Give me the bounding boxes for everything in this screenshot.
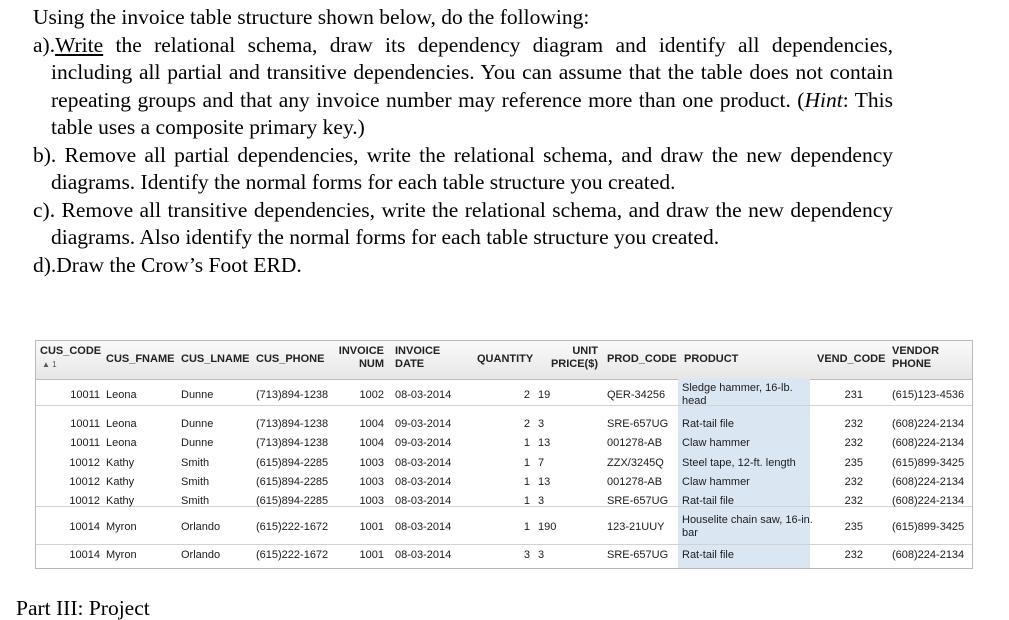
table-row[interactable] xyxy=(36,457,972,471)
cell-date: 08-03-2014 xyxy=(395,476,452,488)
cell-inv: 1001 xyxy=(359,521,384,533)
cell-price: 13 xyxy=(538,437,551,449)
cell-prod-code: 001278-AB xyxy=(607,437,663,449)
header-cus-code[interactable]: CUS_CODE xyxy=(40,345,102,357)
cell-lname: Smith xyxy=(181,495,210,507)
cell-price: 7 xyxy=(538,457,545,469)
header-cus-lname[interactable]: CUS_LNAME xyxy=(181,353,250,365)
cell-vphone: (608)224-2134 xyxy=(892,437,965,449)
cell-cus-code: 10014 xyxy=(69,521,100,533)
cell-qty: 1 xyxy=(523,521,530,533)
cell-prod-code: 001278-AB xyxy=(607,476,663,488)
cell-qty: 3 xyxy=(523,549,530,561)
cell-product xyxy=(682,549,734,562)
header-product[interactable]: PRODUCT xyxy=(684,353,739,365)
cell-vend: 232 xyxy=(844,549,863,561)
header-unit-price-line1: UNIT xyxy=(572,345,598,357)
item-a-underlined: Write xyxy=(55,32,104,57)
header-invoice-date[interactable] xyxy=(395,345,440,371)
cell-inv: 1004 xyxy=(359,437,384,449)
cell-phone: (615)894-2285 xyxy=(256,476,329,488)
cell-fname: Leona xyxy=(106,389,137,401)
cell-phone: (615)894-2285 xyxy=(256,495,329,507)
cell-cus-code: 10012 xyxy=(69,495,100,507)
cell-vend: 232 xyxy=(844,418,863,430)
cell-product-line1: Claw hammer xyxy=(682,476,750,488)
cell-date: 08-03-2014 xyxy=(395,521,452,533)
cell-cus-code: 10014 xyxy=(69,549,100,561)
item-a-prefix: a). xyxy=(33,32,56,57)
header-invoice-date-line1: INVOICE xyxy=(395,345,441,357)
cell-lname: Dunne xyxy=(181,418,214,430)
cell-fname: Leona xyxy=(106,437,137,449)
cell-phone: (615)222-1672 xyxy=(256,521,329,533)
cell-qty: 1 xyxy=(523,457,530,469)
intro-paragraph: Using the invoice table structure shown below, do the following: xyxy=(33,5,590,29)
item-a-hint-text: : This table uses a composite primary key.) xyxy=(51,87,893,139)
header-invoice-num[interactable] xyxy=(336,345,384,371)
cell-prod-code: QER-34256 xyxy=(607,389,666,401)
cell-cus-code: 10011 xyxy=(70,437,100,449)
header-unit-price[interactable] xyxy=(536,345,598,371)
item-a-hint-label: Hint xyxy=(804,87,843,112)
cell-qty: 2 xyxy=(523,389,530,401)
cell-inv: 1003 xyxy=(359,476,384,488)
header-cus-phone[interactable]: CUS_PHONE xyxy=(256,353,325,365)
cell-product xyxy=(682,382,793,408)
cell-price: 3 xyxy=(538,549,545,561)
cell-vphone: (608)224-2134 xyxy=(892,418,965,430)
cell-qty: 1 xyxy=(523,476,530,488)
row-separator xyxy=(36,544,972,545)
cell-prod-code: SRE-657UG xyxy=(607,418,669,430)
cell-lname: Orlando xyxy=(181,549,221,561)
cell-product-line1: Rat-tail file xyxy=(682,418,734,430)
cell-prod-code: 123-21UUY xyxy=(607,521,665,533)
cell-date: 08-03-2014 xyxy=(395,457,452,469)
cell-inv: 1003 xyxy=(359,457,384,469)
cell-product xyxy=(682,437,750,450)
cell-product-line2: bar xyxy=(682,527,698,539)
cell-phone: (615)222-1672 xyxy=(256,549,329,561)
cell-vend: 235 xyxy=(844,521,863,533)
cell-prod-code: SRE-657UG xyxy=(607,495,669,507)
cell-lname: Smith xyxy=(181,476,210,488)
cell-product xyxy=(682,457,796,470)
cell-price: 3 xyxy=(538,418,545,430)
cell-date: 08-03-2014 xyxy=(395,389,452,401)
cell-vend: 232 xyxy=(844,476,863,488)
cell-phone: (615)894-2285 xyxy=(256,457,329,469)
cell-product-line1: Steel tape, 12-ft. length xyxy=(682,457,796,469)
header-quantity[interactable]: QUANTITY xyxy=(477,353,534,365)
cell-lname: Orlando xyxy=(181,521,221,533)
table-row[interactable] xyxy=(36,514,972,538)
cell-phone: (713)894-1238 xyxy=(256,437,329,449)
item-a xyxy=(33,32,893,142)
cell-inv: 1001 xyxy=(359,549,384,561)
cell-product-line1: Houselite chain saw, 16-in. xyxy=(682,514,813,526)
cell-fname: Leona xyxy=(106,418,137,430)
footer-fragment-text: Part III: Project xyxy=(16,596,150,620)
cell-vphone: (608)224-2134 xyxy=(892,476,965,488)
cell-qty: 2 xyxy=(523,418,530,430)
cell-price: 190 xyxy=(538,521,557,533)
cell-qty: 1 xyxy=(523,437,530,449)
cell-cus-code: 10012 xyxy=(69,476,100,488)
cell-vend: 232 xyxy=(844,437,863,449)
cell-prod-code: SRE-657UG xyxy=(607,549,669,561)
cell-date: 09-03-2014 xyxy=(395,437,452,449)
cell-inv: 1002 xyxy=(359,389,384,401)
table-row[interactable] xyxy=(36,495,972,509)
cell-vend: 232 xyxy=(844,495,863,507)
cell-vphone: (608)224-2134 xyxy=(892,495,965,507)
cell-date: 08-03-2014 xyxy=(395,549,452,561)
cell-cus-code: 10012 xyxy=(69,457,100,469)
cell-lname: Smith xyxy=(181,457,210,469)
cell-vphone: (615)899-3425 xyxy=(892,521,965,533)
header-invoice-num-line1: INVOICE xyxy=(338,345,384,357)
header-invoice-date-line2: DATE xyxy=(395,358,425,370)
table-row[interactable] xyxy=(36,549,972,563)
cell-phone: (713)894-1238 xyxy=(256,418,329,430)
item-c: c). Remove all transitive dependencies, write the relational schema, and draw the new dependency diagrams. Also identify the normal forms for each table structure you created. xyxy=(33,197,893,249)
header-prod-code[interactable]: PROD_CODE xyxy=(607,353,677,365)
table-row[interactable] xyxy=(36,382,972,406)
cell-product-line1: Rat-tail file xyxy=(682,495,734,507)
cell-lname: Dunne xyxy=(181,389,214,401)
cell-fname: Kathy xyxy=(106,495,135,507)
table-header xyxy=(36,341,972,380)
header-vendor-phone[interactable] xyxy=(892,345,939,371)
cell-vphone: (608)224-2134 xyxy=(892,549,965,561)
cell-phone: (713)894-1238 xyxy=(256,389,329,401)
cell-vphone: (615)899-3425 xyxy=(892,457,965,469)
cell-cus-code: 10011 xyxy=(70,418,100,430)
cell-inv: 1004 xyxy=(359,418,384,430)
item-d: d).Draw the Crow’s Foot ERD. xyxy=(33,252,302,277)
cell-product xyxy=(682,514,813,540)
cell-product-line1: Claw hammer xyxy=(682,437,750,449)
cell-inv: 1003 xyxy=(359,495,384,507)
cell-vend: 231 xyxy=(844,389,863,401)
header-vendor-phone-line1: VENDOR xyxy=(892,345,940,357)
table-row[interactable] xyxy=(36,437,972,451)
cell-prod-code: ZZX/3245Q xyxy=(607,457,664,469)
header-invoice-num-line2: NUM xyxy=(358,358,384,370)
cell-fname: Myron xyxy=(106,521,137,533)
cell-product xyxy=(682,418,734,431)
cell-product-line2: head xyxy=(682,395,707,407)
table-row[interactable] xyxy=(36,418,972,432)
header-vend-code[interactable]: VEND_CODE xyxy=(817,353,886,365)
cell-vphone: (615)123-4536 xyxy=(892,389,965,401)
cell-product xyxy=(682,495,734,508)
cell-product-line1: Sledge hammer, 16-lb. xyxy=(682,382,793,394)
cell-product-line1: Rat-tail file xyxy=(682,549,734,561)
cell-fname: Kathy xyxy=(106,457,135,469)
cell-qty: 1 xyxy=(523,495,530,507)
cell-cus-code: 10011 xyxy=(70,389,100,401)
cell-price: 3 xyxy=(538,495,545,507)
cell-date: 09-03-2014 xyxy=(395,418,452,430)
cell-fname: Myron xyxy=(106,549,137,561)
invoice-table xyxy=(35,340,973,569)
cell-lname: Dunne xyxy=(181,437,214,449)
cell-price: 13 xyxy=(538,476,551,488)
item-b: b). Remove all partial dependencies, write the relational schema, and draw the new dependency diagrams. Identify the normal forms for each table structure you created. xyxy=(33,142,893,194)
table-row[interactable] xyxy=(36,476,972,490)
header-vendor-phone-line2: PHONE xyxy=(892,358,932,370)
footer-fragment xyxy=(16,597,150,619)
header-unit-price-line2: PRICE($) xyxy=(550,358,598,370)
cell-vend: 235 xyxy=(844,457,863,469)
header-cus-fname[interactable]: CUS_FNAME xyxy=(106,353,175,365)
assignment-text xyxy=(33,4,893,279)
sort-ascending-icon[interactable]: ▲ 1 xyxy=(42,360,57,369)
cell-product xyxy=(682,476,750,489)
cell-fname: Kathy xyxy=(106,476,135,488)
cell-price: 19 xyxy=(538,389,551,401)
item-a-text: the relational schema, draw its dependency diagram and identify all dependencies, including all partial and transitive dependencies. You can assume that the table does not contain repeating groups and that any invoice number may reference more than one product. ( xyxy=(51,32,893,112)
cell-date: 08-03-2014 xyxy=(395,495,452,507)
